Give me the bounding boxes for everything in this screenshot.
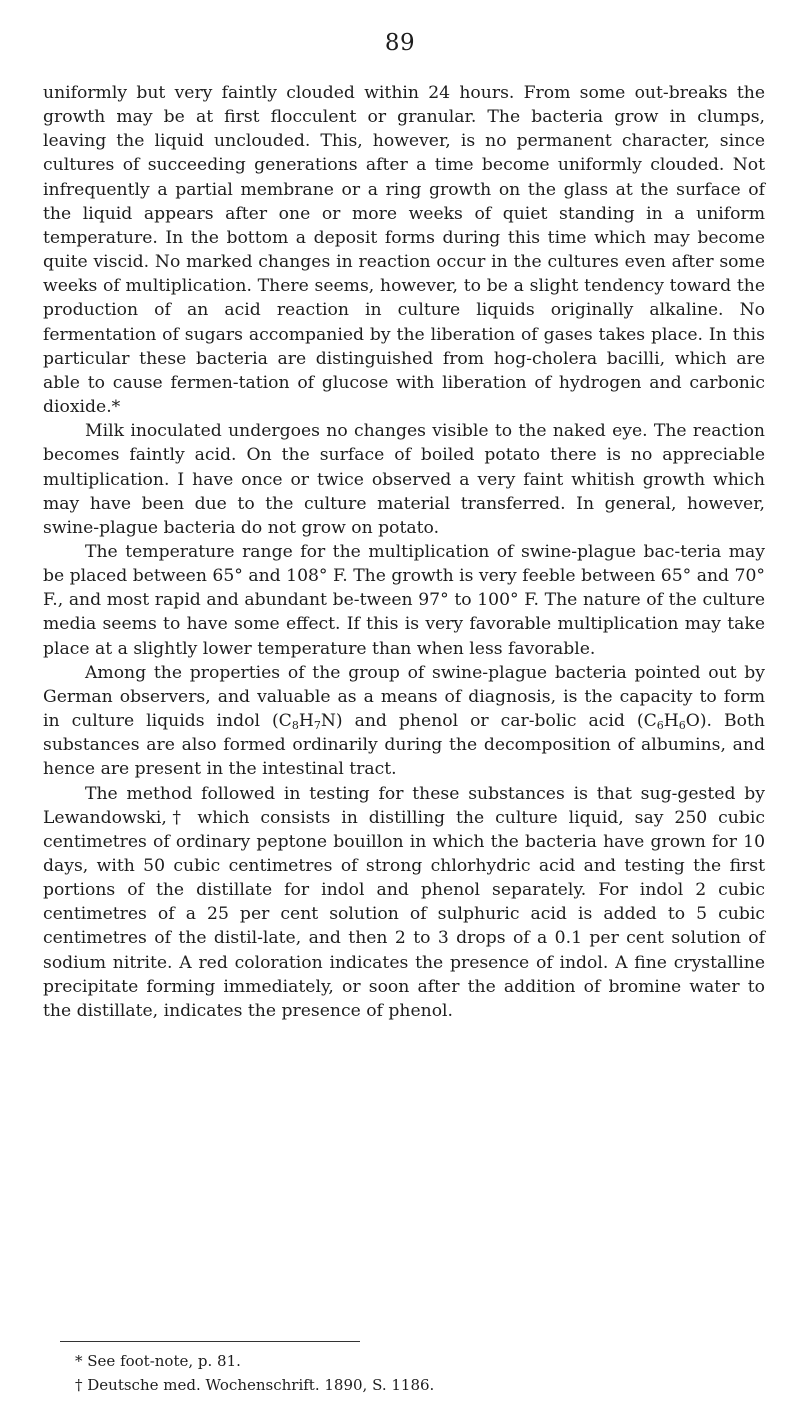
indol-carbon-count: 8 <box>291 719 299 733</box>
page-number: 89 <box>384 30 416 56</box>
paragraph-5: The method followed in testing for these substances is that sug-gested by Lewandowski,† which consists in distilling the culture liquid, say 250 cubic centimetres of ordinary peptone bouillon in which the bacteria have grown for 10 days, with 50 cubic centimetres of strong chlorhydric acid and testing the first portions of the distillate for indol and phenol separately. For indol 2 cubic centimetres of a 25 per cent solution of sulphuric acid is added to 5 cubic centimetres of the distil-late, and then 2 to 3 drops of a 0.1 per cent solution of sodium nitrite. A red coloration indicates the presence of indol. A fine crystalline precipitate forming immediately, or soon after the addition of bromine water to the distillate, indicates the presence of phenol. <box>43 783 765 1021</box>
body-text <box>43 81 765 1023</box>
footnotes <box>55 1349 775 1397</box>
paragraph-1: uniformly but very faintly clouded within 24 hours. From some out-breaks the growth may be at first flocculent or granular. The bacteria grow in clumps, leaving the liquid unclouded. This, however, is no permanent character, since cultures of succeeding generations after a time become uniformly clouded. Not infrequently a partial membrane or a ring growth on the glass at the surface of the liquid appears after one or more weeks of quiet standing in a uniform temperature. In the bottom a deposit forms during this time which may become quite viscid. No marked changes in reaction occur in the cultures even after some weeks of multiplication. There seems, however, to be a slight tendency toward the production of an acid reaction in culture liquids originally alkaline. No fermentation of sugars accompanied by the liberation of gases takes place. In this particular these bacteria are distinguished from hog-cholera bacilli, which are able to cause fermen-tation of glucose with liberation of hydrogen and carbonic dioxide.* <box>43 83 765 418</box>
paragraph-4-text-c: O). Both substances are also formed ordinarily during the decomposition of albumins, and hence are present in the intestinal tract. <box>43 711 765 780</box>
phenol-carbon-count: 6 <box>656 719 664 733</box>
footnote-1: * See foot-note, p. 81. <box>75 1352 241 1370</box>
phenol-hydrogen-count: 6 <box>678 719 686 733</box>
indol-hydrogen-count: 7 <box>313 719 321 733</box>
footnote-rule <box>60 1341 360 1342</box>
paragraph-4-text-a: Among the properties of the group of swine-plague bacteria pointed out by German observers, and valuable as a means of diagnosis, is the capacity to form in culture liquids indol (C <box>43 662 765 732</box>
phenol-hydrogen-symbol: H <box>663 711 679 732</box>
paragraph-3: The temperature range for the multiplication of swine-plague bac-teria may be placed between 65° and 108° F. The growth is very feeble between 65° and 70° F., and most rapid and abundant be-tween 97° to 100° F. The nature of the culture media seems to have some effect. If this is very favorable multiplication may take place at a slightly lower temperature than when less favorable. <box>43 541 765 659</box>
paragraph-2: Milk inoculated undergoes no changes visible to the naked eye. The reaction becomes faintly acid. On the surface of boiled potato there is no appreciable multiplication. I have once or twice observed a very faint whitish growth which may have been due to the culture material transferred. In general, however, swine-plague bacteria do not grow on potato. <box>43 421 765 538</box>
paragraph-4-text-b: N) and phenol or car-bolic acid (C <box>320 711 657 732</box>
paragraph-4 <box>43 661 765 782</box>
footnote-2: † Deutsche med. Wochenschrift. 1890, S. 1186. <box>75 1376 435 1394</box>
indol-hydrogen-symbol: H <box>298 711 314 732</box>
